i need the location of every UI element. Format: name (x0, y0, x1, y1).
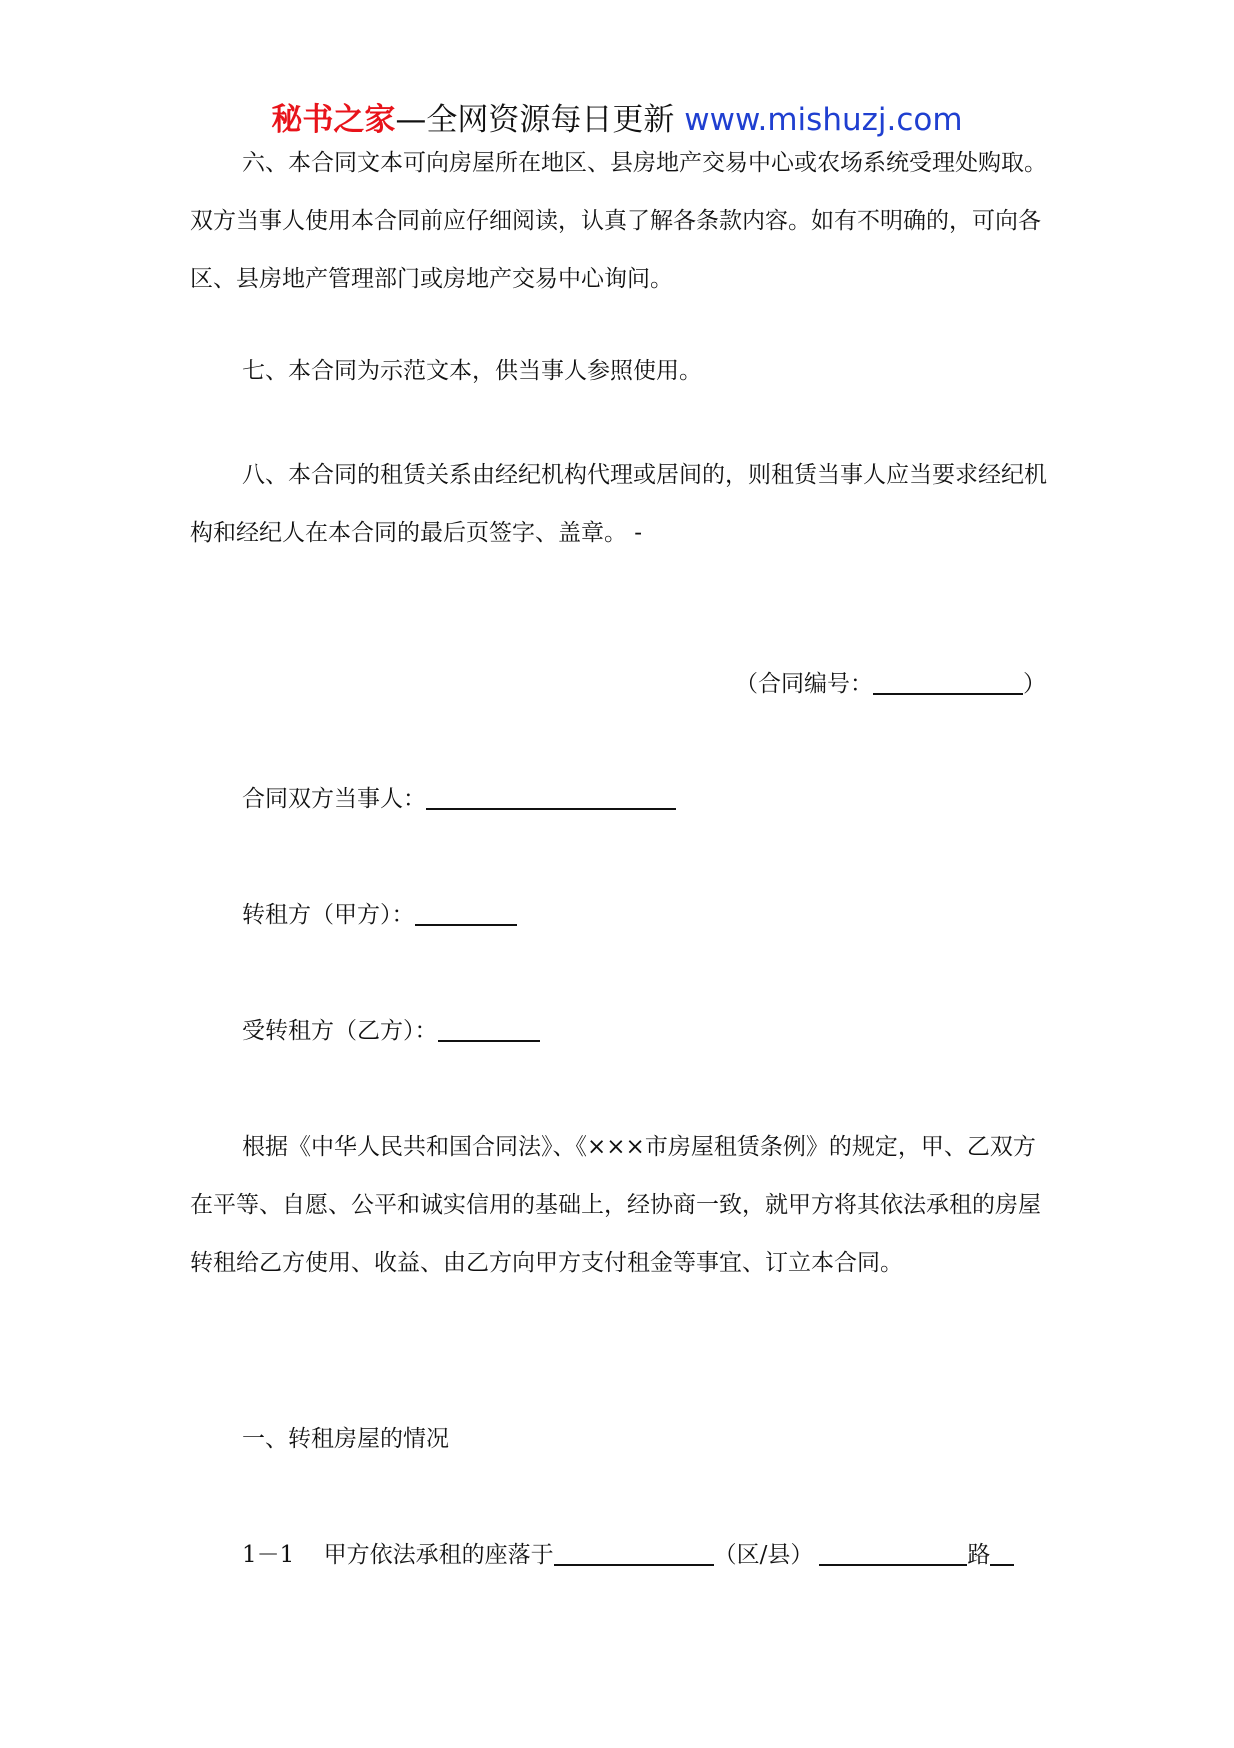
party-b-label: 受转租方（乙方）： (242, 1018, 438, 1044)
clause-1-1-number: 1－1 (242, 1542, 295, 1568)
party-b-blank[interactable] (438, 1014, 540, 1042)
site-url[interactable]: www.mishuzj.com (684, 102, 963, 138)
road-blank[interactable] (990, 1538, 1014, 1566)
preamble-paragraph: 根据《中华人民共和国合同法》、《×××市房屋租赁条例》的规定，甲、乙双方在平等、自愿、公平和诚实信用的基础上，经协商一致，就甲方将其依法承租的房屋转租给乙方使用、收益、由乙方向甲方支付租金等事宜、订立本合同。 (190, 1134, 1041, 1276)
clause-1-1-text: 甲方依法承租的座落于 (323, 1542, 554, 1568)
district-blank[interactable] (819, 1538, 967, 1566)
clause-1-1 (190, 1526, 1050, 1584)
contract-number-line (735, 655, 1046, 713)
banner-tagline: —全网资源每日更新 (395, 102, 675, 138)
party-b-line (190, 1002, 1050, 1060)
contract-number-blank[interactable] (873, 667, 1023, 695)
contract-number-close: ） (1023, 671, 1046, 697)
brand-name: 秘书之家 (271, 102, 396, 138)
paragraph-item-8: 八、本合同的租赁关系由经纪机构代理或居间的，则租赁当事人应当要求经纪机构和经纪人在本合同的最后页签字、盖章。 - (190, 462, 1047, 546)
paragraph-item-6: 六、本合同文本可向房屋所在地区、县房地产交易中心或农场系统受理处购取。双方当事人使用本合同前应仔细阅读，认真了解各条款内容。如有不明确的，可向各区、县房地产管理部门或房地产交易中心询问。 (190, 150, 1047, 292)
road-label: 路 (967, 1542, 991, 1568)
district-label: （区/县） (713, 1542, 814, 1568)
parties-blank[interactable] (426, 782, 676, 810)
contract-number-label: （合同编号： (735, 671, 873, 697)
party-a-label: 转租方（甲方）： (242, 902, 415, 928)
parties-line (190, 770, 1050, 828)
section-1-heading: 一、转租房屋的情况 (242, 1426, 449, 1452)
party-a-line (190, 886, 1050, 944)
party-a-blank[interactable] (415, 898, 517, 926)
paragraph-item-7: 七、本合同为示范文本，供当事人参照使用。 (242, 358, 702, 384)
parties-label: 合同双方当事人： (242, 786, 426, 812)
location-blank[interactable] (554, 1538, 714, 1566)
